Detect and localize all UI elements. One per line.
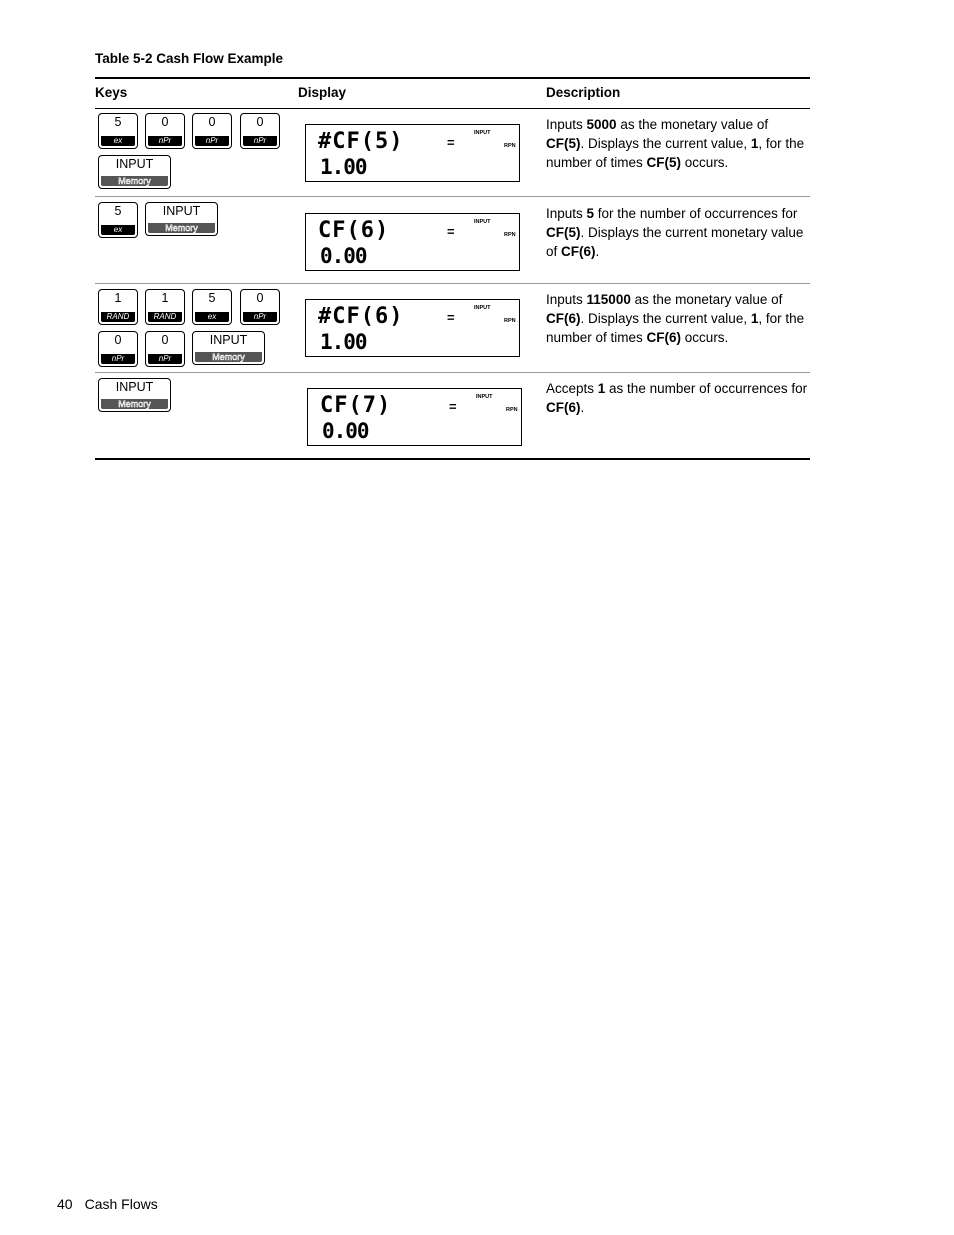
lcd-line-2: 0.00 bbox=[320, 244, 367, 268]
key-0: 0 nPr bbox=[192, 113, 232, 149]
key-5: 5 ex bbox=[98, 202, 138, 238]
lcd-annunciator-rpn: RPN bbox=[504, 232, 516, 238]
lcd-annunciator-input: INPUT bbox=[474, 219, 491, 225]
key-5: 5 ex bbox=[192, 289, 232, 325]
column-header-display: Display bbox=[298, 85, 347, 100]
lcd-annunciator-rpn: RPN bbox=[504, 143, 516, 149]
row-description: Inputs 115000 as the monetary value of CF(6). Displays the current value, 1, for the number of times CF(6) occurs. bbox=[546, 292, 805, 345]
column-header-description: Description bbox=[546, 85, 621, 100]
key-input: INPUT Memory bbox=[145, 202, 218, 236]
key-0: 0 nPr bbox=[240, 113, 280, 149]
row-description: Inputs 5 for the number of occurrences for CF(5). Displays the current monetary value of CF(6). bbox=[546, 206, 804, 259]
lcd-annunciator-input: INPUT bbox=[476, 394, 493, 400]
key-5: 5 ex bbox=[98, 113, 138, 149]
page-number: 40 bbox=[57, 1196, 73, 1212]
lcd-line-2: 1.00 bbox=[320, 155, 367, 179]
key-0: 0 nPr bbox=[98, 331, 138, 367]
table-top-rule bbox=[95, 77, 810, 79]
key-0: 0 nPr bbox=[145, 331, 185, 367]
row-divider bbox=[95, 196, 810, 197]
row-divider bbox=[95, 372, 810, 373]
row-description: Inputs 5000 as the monetary value of CF(5). Displays the current value, 1, for the number of times CF(5) occurs. bbox=[546, 117, 805, 170]
section-title: Cash Flows bbox=[84, 1196, 158, 1212]
key-1: 1 RAND bbox=[98, 289, 138, 325]
lcd-line-1: CF(7) bbox=[320, 393, 392, 418]
table-bottom-rule bbox=[95, 458, 810, 460]
lcd-equals: = bbox=[447, 135, 455, 150]
lcd-display bbox=[305, 213, 520, 271]
row-description: Accepts 1 as the number of occurrences for CF(6). bbox=[546, 381, 808, 415]
lcd-equals: = bbox=[449, 399, 457, 414]
lcd-annunciator-input: INPUT bbox=[474, 305, 491, 311]
key-input: INPUT Memory bbox=[192, 331, 265, 365]
lcd-line-1: CF(6) bbox=[318, 218, 390, 243]
key-input: INPUT Memory bbox=[98, 378, 171, 412]
table-caption: Table 5-2 Cash Flow Example bbox=[95, 51, 284, 66]
lcd-line-2: 1.00 bbox=[320, 330, 367, 354]
column-header-keys: Keys bbox=[95, 85, 128, 100]
lcd-line-2: 0.00 bbox=[322, 419, 369, 443]
key-0: 0 nPr bbox=[145, 113, 185, 149]
page-footer bbox=[57, 1196, 158, 1212]
lcd-annunciator-rpn: RPN bbox=[504, 318, 516, 324]
lcd-equals: = bbox=[447, 224, 455, 239]
lcd-annunciator-rpn: RPN bbox=[506, 407, 518, 413]
lcd-annunciator-input: INPUT bbox=[474, 130, 491, 136]
key-0: 0 nPr bbox=[240, 289, 280, 325]
lcd-line-1: #CF(5) bbox=[318, 129, 404, 154]
lcd-display bbox=[307, 388, 522, 446]
row-divider bbox=[95, 283, 810, 284]
lcd-display bbox=[305, 299, 520, 357]
key-input: INPUT Memory bbox=[98, 155, 171, 189]
header-rule bbox=[95, 108, 810, 109]
lcd-line-1: #CF(6) bbox=[318, 304, 404, 329]
key-1: 1 RAND bbox=[145, 289, 185, 325]
lcd-equals: = bbox=[447, 310, 455, 325]
lcd-display bbox=[305, 124, 520, 182]
